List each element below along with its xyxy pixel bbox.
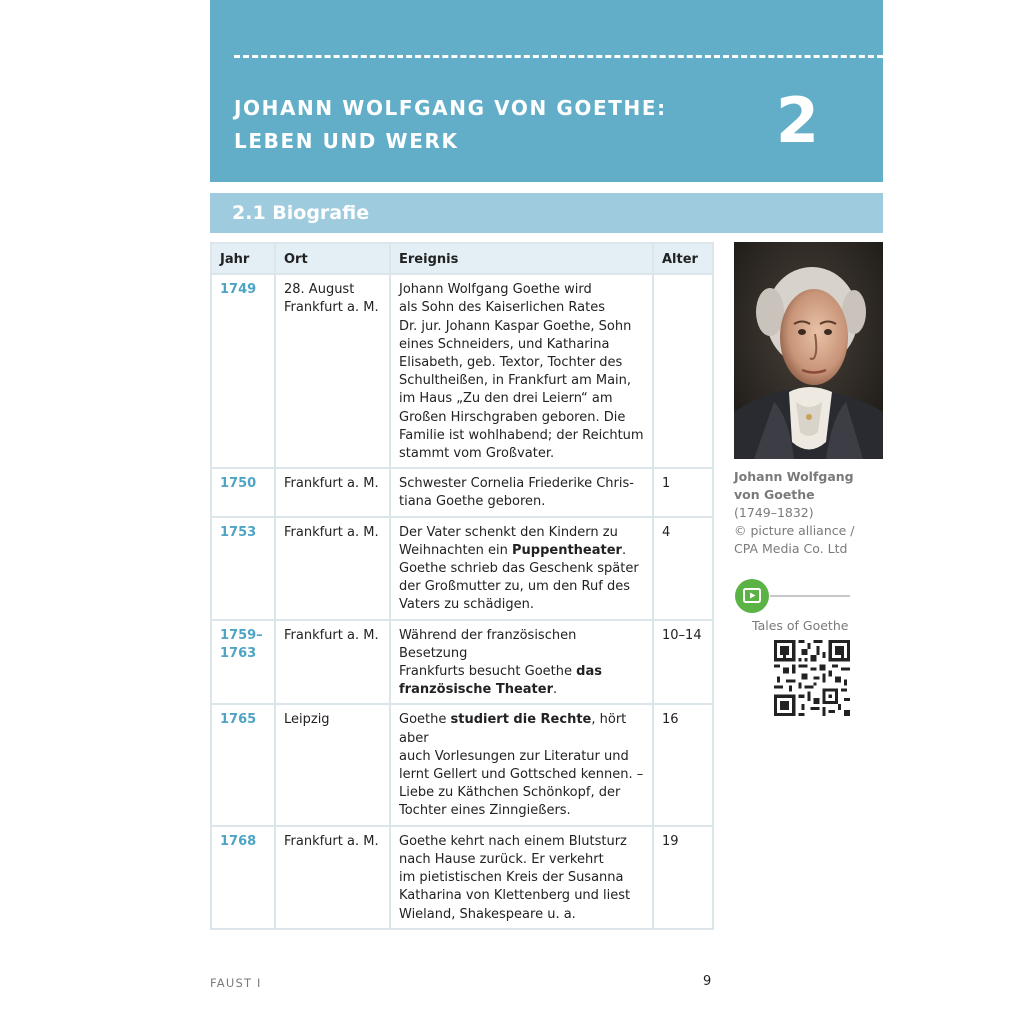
place-cell [275,620,390,705]
event-line: Während der französischen Besetzung [399,627,577,661]
event-line: Schultheißen, in Frankfurt am Main, [399,373,632,389]
chapter-title-line-1: JOHANN WOLFGANG VON GOETHE: [234,96,667,120]
plain-text: Frankfurts besucht Goethe [399,664,577,680]
column-header-year: Jahr [211,243,275,274]
table-row [211,468,713,516]
portrait-caption [734,468,884,558]
event-line: Johann Wolfgang Goethe wird [399,282,592,298]
event-line: der Großmutter zu, um den Ruf des [399,579,630,595]
event-line: stammt vom Großvater. [399,446,555,462]
event-line: auch Vorlesungen zur Literatur und [399,748,629,764]
event-line: nach Hause zurück. Er verkehrt [399,851,604,867]
column-header-place: Ort [275,243,390,274]
event-line: eines Schneiders, und Katharina [399,336,610,352]
year-cell [211,620,275,705]
caption-credit-line-2: CPA Media Co. Ltd [734,541,848,556]
event-line: Schwester Cornelia Friederike Chris- [399,476,634,492]
column-header-age: Alter [653,243,713,274]
emphasis-text: studiert die Rechte [450,712,592,728]
chapter-title-line-2: LEBEN UND WERK [234,129,459,153]
year-line: 1749 [220,282,257,298]
place-cell [275,704,390,825]
chapter-header [210,0,883,182]
caption-name-line-1: Johann Wolfgang [734,469,854,484]
plain-text: , hört aber [399,712,627,746]
year-cell [211,517,275,620]
year-cell [211,826,275,929]
table-row [211,704,713,825]
year-line: 1763 [220,645,257,661]
caption-credit-line-1: © picture alliance / [734,523,855,538]
year-cell [211,468,275,516]
qr-code[interactable] [774,640,850,716]
plain-text: Weihnachten ein [399,542,512,558]
page-number: 9 [703,974,712,989]
event-line: im pietistischen Kreis der Susanna [399,870,624,886]
table-header-row [211,243,713,274]
event-cell [390,620,653,705]
portrait-image [734,242,883,459]
event-line: Liebe zu Käthchen Schönkopf, der [399,785,621,801]
place-line: 28. August [284,282,355,298]
event-line: Goethe schrieb das Geschenk später [399,561,639,577]
event-line [399,542,646,560]
year-line: 1765 [220,712,257,728]
emphasis-text: Puppentheater [511,542,622,558]
event-line [399,663,646,681]
event-line [399,681,646,699]
table-row [211,517,713,620]
column-header-event: Ereignis [390,243,653,274]
age-cell: 4 [653,517,713,620]
event-line: Der Vater schenkt den Kindern zu [399,524,618,540]
age-cell: 10–14 [653,620,713,705]
year-line: 1753 [220,524,257,540]
emphasis-text: französische Theater [399,682,553,698]
place-cell [275,274,390,468]
place-line: Frankfurt a. M. [284,300,379,316]
age-cell: 16 [653,704,713,825]
video-label[interactable]: Tales of Goethe [752,618,849,633]
event-line: Dr. jur. Johann Kaspar Goethe, Sohn [399,318,632,334]
plain-text: Goethe [399,712,451,728]
event-cell [390,274,653,468]
place-cell [275,468,390,516]
event-line [399,711,646,747]
place-cell [275,826,390,929]
table-row [211,826,713,929]
event-line: Vaters zu schädigen. [399,597,535,613]
place-line: Frankfurt a. M. [284,524,379,540]
place-line: Leipzig [284,712,330,728]
event-line: im Haus „Zu den drei Leiern“ am [399,391,613,407]
place-line: Frankfurt a. M. [284,476,379,492]
year-line: 1768 [220,833,257,849]
year-line: 1759– [220,627,263,643]
table-row [211,274,713,468]
event-cell [390,468,653,516]
place-cell [275,517,390,620]
place-line: Frankfurt a. M. [284,833,379,849]
event-line: Großen Hirschgraben geboren. Die [399,409,626,425]
chapter-number: 2 [775,84,819,157]
plain-text: . [552,682,558,698]
event-line: Familie ist wohlhabend; der Reichtum [399,427,644,443]
table-row [211,620,713,705]
play-video-icon[interactable] [735,579,769,613]
event-line: lernt Gellert und Gottsched kennen. – [399,767,644,783]
event-line: tiana Goethe geboren. [399,494,546,510]
age-cell: 1 [653,468,713,516]
chapter-title [234,92,667,158]
event-line: Elisabeth, geb. Textor, Tochter des [399,355,623,371]
caption-dates: (1749–1832) [734,505,814,520]
year-line: 1750 [220,476,257,492]
dashed-divider [234,55,883,58]
event-line: Goethe kehrt nach einem Blutsturz [399,833,627,849]
event-line: Katharina von Klettenberg und liest [399,888,631,904]
event-line: als Sohn des Kaiserlichen Rates [399,300,606,316]
event-cell [390,826,653,929]
video-divider [770,595,850,597]
section-title: 2.1 Biografie [232,202,370,224]
table-body [211,274,713,929]
event-line: Tochter eines Zinngießers. [399,803,571,819]
video-screen-icon [735,579,769,613]
emphasis-text: das [576,664,602,680]
event-cell [390,704,653,825]
year-cell [211,274,275,468]
biography-table [210,242,714,930]
event-cell [390,517,653,620]
goethe-portrait [734,242,883,459]
event-line: Wieland, Shakespeare u. a. [399,906,576,922]
section-bar [210,193,883,233]
footer-book-title: FAUST I [210,976,262,990]
plain-text: . [621,542,627,558]
caption-name-line-2: von Goethe [734,487,815,502]
age-cell: 19 [653,826,713,929]
year-cell [211,704,275,825]
age-cell [653,274,713,468]
place-line: Frankfurt a. M. [284,627,379,643]
